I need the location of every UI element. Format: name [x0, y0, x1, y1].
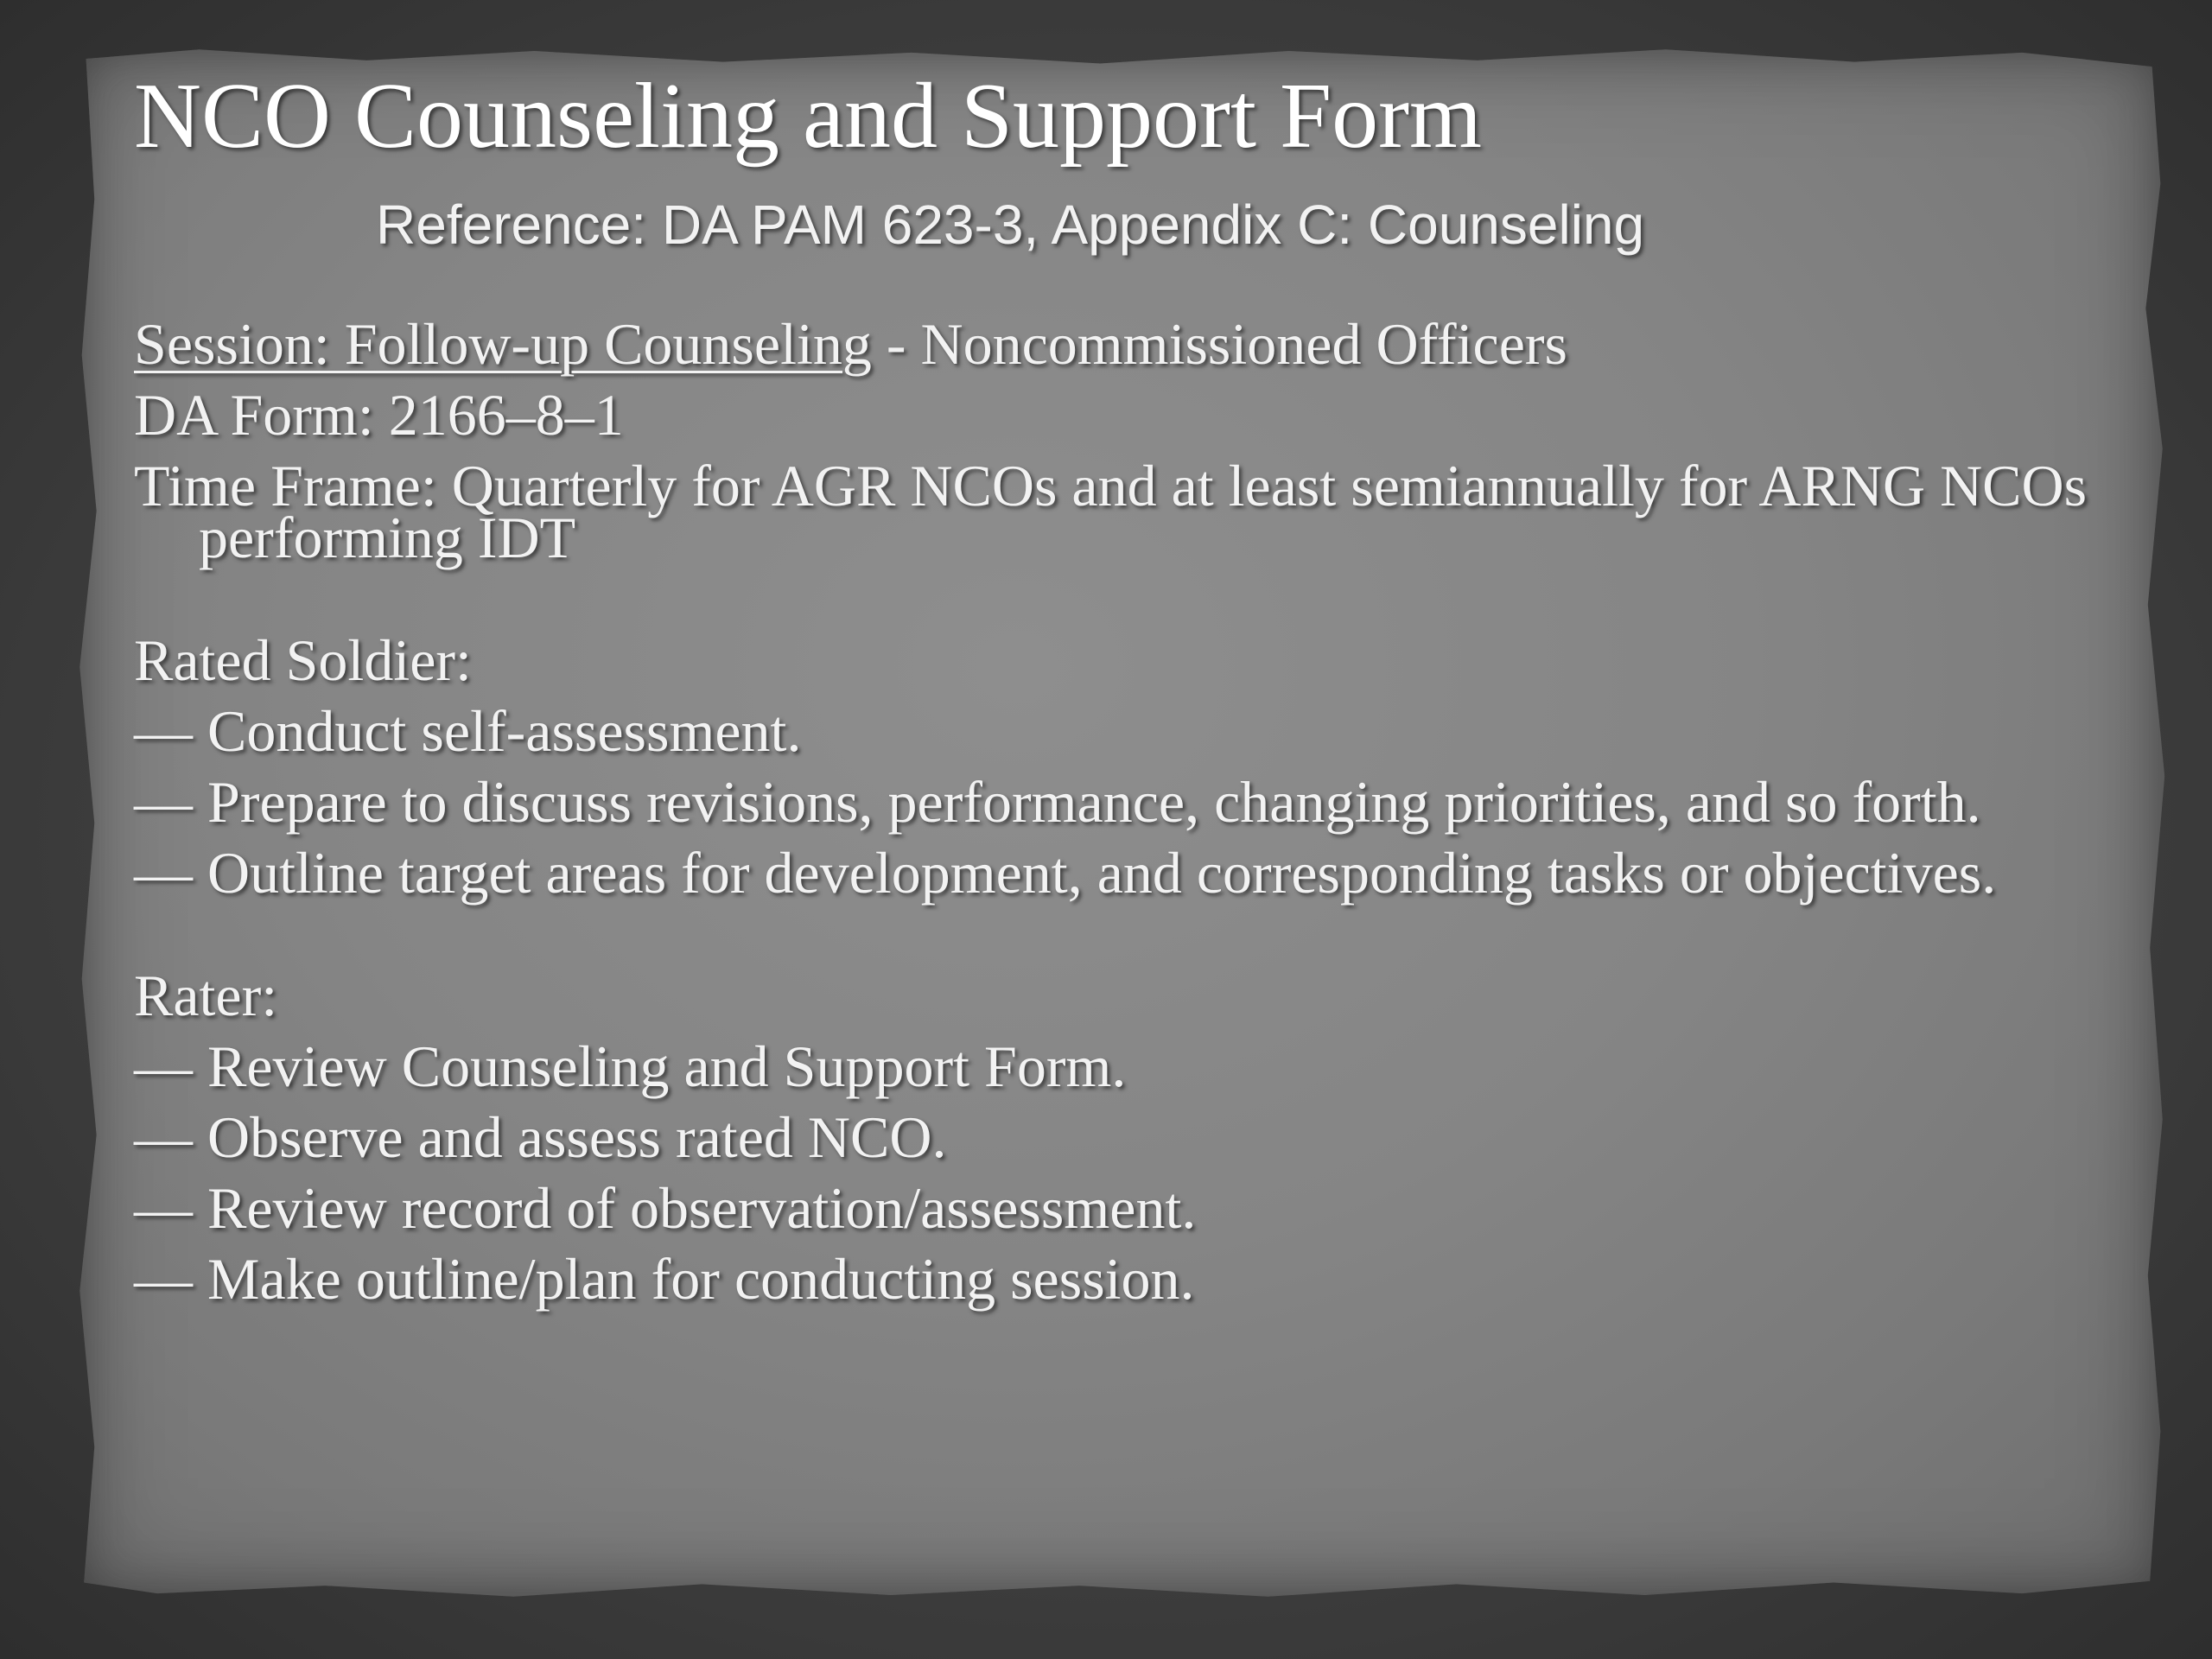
- session-line: [134, 311, 2121, 377]
- slide-content: [134, 60, 2121, 1324]
- rater-item: — Make outline/plan for conducting session.: [134, 1246, 1195, 1312]
- session-label: Session: Follow-up Counseling: [134, 311, 872, 377]
- session-audience: - Noncommissioned Officers: [871, 311, 1568, 377]
- spacer: [134, 918, 2121, 969]
- rater-item: — Observe and assess rated NCO.: [134, 1104, 947, 1170]
- da-form-line: DA Form: 2166–8–1: [134, 382, 624, 448]
- time-frame-line: Time Frame: Quarterly for AGR NCOs and at least semiannually for ARNG NCOs performing IDT: [134, 453, 2088, 570]
- reference-line: Reference: DA PAM 623-3, Appendix C: Counseling: [376, 194, 1645, 256]
- rated-soldier-item: — Conduct self-assessment.: [134, 698, 802, 764]
- rater-item: — Review Counseling and Support Form.: [134, 1033, 1127, 1099]
- rated-soldier-item: — Outline target areas for development, and corresponding tasks or objectives.: [134, 840, 1997, 906]
- spacer: [134, 582, 2121, 634]
- slide-title: NCO Counseling and Support Form: [134, 65, 1483, 168]
- rater-heading: Rater:: [134, 963, 278, 1028]
- rated-soldier-heading: Rated Soldier:: [134, 627, 472, 693]
- rater-item: — Review record of observation/assessment.: [134, 1175, 1197, 1241]
- rated-soldier-item: — Prepare to discuss revisions, performance, changing priorities, and so forth.: [134, 769, 1981, 835]
- slide-body: [134, 311, 2121, 1312]
